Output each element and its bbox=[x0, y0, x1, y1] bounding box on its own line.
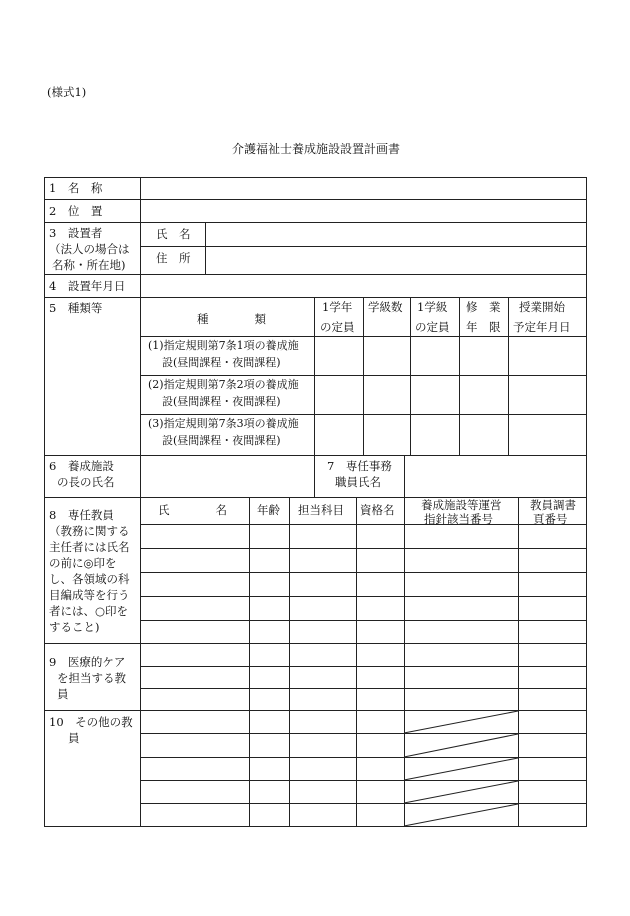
col-class-capacity-header: 1学級 bbox=[417, 300, 448, 314]
type-item-1-course: 設(昼間課程・夜間課程) bbox=[162, 356, 281, 369]
label-founder: 3 設置者 bbox=[49, 226, 103, 240]
col-guideline-header: 指針該当番号 bbox=[424, 512, 493, 526]
label-head: の長の氏名 bbox=[57, 475, 115, 489]
col-term-header: 年 限 bbox=[466, 320, 501, 334]
col-name-header: 氏 名 bbox=[158, 503, 227, 517]
label-staff: 7 専任事務 bbox=[327, 459, 392, 473]
col-age-header: 年齢 bbox=[257, 503, 280, 517]
label-head: 6 養成施設 bbox=[49, 459, 114, 473]
col-class-capacity-header: の定員 bbox=[415, 320, 450, 334]
founder-name-label: 氏 名 bbox=[156, 227, 191, 241]
page-title: 介護福祉士養成施設設置計画書 bbox=[232, 142, 401, 156]
type-item-2-course: 設(昼間課程・夜間課程) bbox=[162, 395, 281, 408]
form-label: (様式1) bbox=[47, 85, 87, 99]
label-types: 5 種類等 bbox=[49, 301, 103, 315]
col-subject-header: 担当科目 bbox=[298, 503, 344, 517]
label-medical: 9 医療的ケア bbox=[49, 655, 126, 669]
label-teachers-note: （教務に関する bbox=[49, 524, 130, 538]
type-item-1: (1)指定規則第7条1項の養成施 bbox=[148, 339, 299, 352]
col-start-header: 予定年月日 bbox=[513, 320, 571, 334]
label-founder-note: 名称・所在地) bbox=[52, 258, 126, 272]
founder-address-label: 住 所 bbox=[156, 251, 191, 265]
label-teachers-note: すること) bbox=[49, 620, 100, 634]
col-capacity-header: 1学年 bbox=[322, 300, 353, 314]
col-type-header: 種 類 bbox=[197, 312, 266, 326]
col-term-header: 修 業 bbox=[466, 300, 501, 314]
col-qualification-header: 資格名 bbox=[360, 503, 395, 517]
col-start-header: 授業開始 bbox=[519, 300, 565, 314]
col-guideline-header: 養成施設等運営 bbox=[421, 498, 502, 512]
label-teachers: 8 専任教員 bbox=[49, 508, 114, 522]
label-medical: を担当する教 bbox=[57, 671, 126, 685]
label-teachers-note: 者には、○印を bbox=[49, 604, 129, 618]
col-doc-header: 教員調書 bbox=[530, 498, 576, 512]
type-item-3: (3)指定規則第7条3項の養成施 bbox=[148, 417, 299, 430]
label-teachers-note: 主任者には氏名 bbox=[49, 540, 130, 554]
label-established: 4 設置年月日 bbox=[49, 279, 126, 293]
label-others: 員 bbox=[68, 731, 80, 745]
label-teachers-note: の前に◎印を bbox=[49, 556, 117, 570]
label-founder-note: （法人の場合は bbox=[49, 242, 130, 256]
label-teachers-note: し、各領域の科 bbox=[49, 572, 130, 586]
col-doc-header: 頁番号 bbox=[533, 512, 568, 526]
col-capacity-header: の定員 bbox=[320, 320, 355, 334]
label-location: 2 位 置 bbox=[49, 204, 103, 218]
label-medical: 員 bbox=[57, 687, 69, 701]
label-others: 10 その他の教 bbox=[49, 715, 133, 729]
label-teachers-note: 目編成等を行う bbox=[49, 588, 130, 602]
label-staff: 職員氏名 bbox=[335, 475, 381, 489]
type-item-2: (2)指定規則第7条2項の養成施 bbox=[148, 378, 299, 391]
col-classes-header: 学級数 bbox=[368, 300, 403, 314]
label-name: 1 名 称 bbox=[49, 181, 103, 195]
type-item-3-course: 設(昼間課程・夜間課程) bbox=[162, 434, 281, 447]
